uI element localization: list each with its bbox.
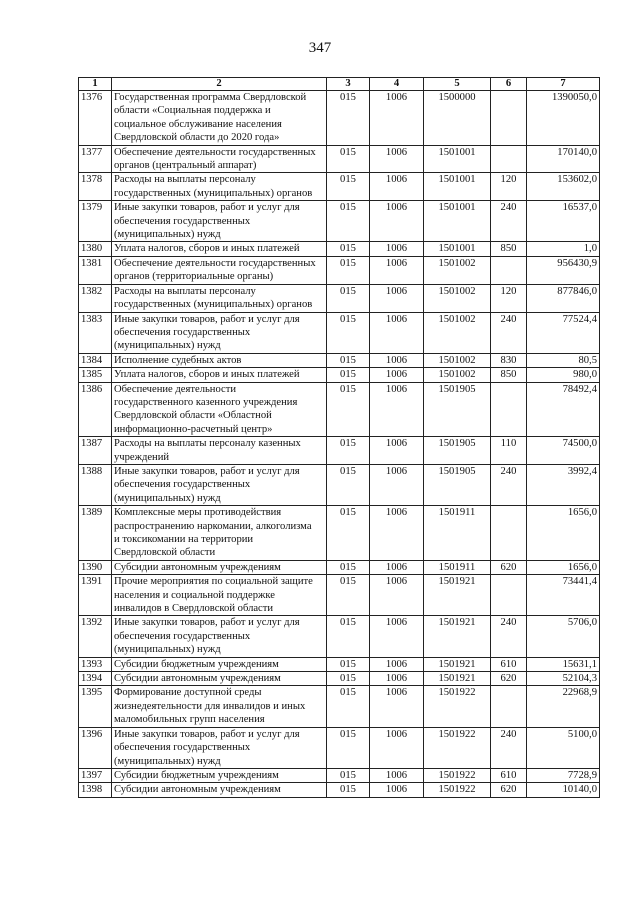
row-col5-cell: 1501002 (424, 256, 491, 284)
row-name-cell (112, 657, 327, 671)
row-col6-cell: 610 (491, 657, 527, 671)
row-name-line: государственного казенного учреждения (114, 396, 298, 408)
row-col6-cell: 610 (491, 768, 527, 782)
row-name-cell (112, 284, 327, 312)
row-col3-cell: 015 (327, 560, 370, 574)
row-name-line: и токсикомании на территории (114, 534, 254, 545)
row-amount-cell: 153602,0 (527, 173, 600, 201)
row-name-line: Иные закупки товаров, работ и услуг для (114, 617, 300, 629)
row-col3-cell: 015 (327, 173, 370, 201)
row-amount-cell: 80,5 (527, 353, 600, 367)
row-name-line: (муниципальных) нужд (114, 340, 221, 352)
table-row (79, 616, 600, 657)
row-name-cell (112, 506, 327, 561)
table-row (79, 312, 600, 353)
row-amount-cell: 170140,0 (527, 145, 600, 173)
table-row (79, 368, 600, 382)
row-name-cell (112, 201, 327, 242)
row-col5-cell: 1501001 (424, 173, 491, 201)
row-name-line: Расходы на выплаты персоналу (114, 174, 256, 186)
row-col4-cell: 1006 (370, 145, 424, 173)
row-amount-cell: 980,0 (527, 368, 600, 382)
row-col5-cell: 1501905 (424, 464, 491, 505)
row-name-line: государственных (муниципальных) органов (114, 299, 313, 311)
table-row (79, 242, 600, 256)
page-number: 347 (308, 40, 332, 56)
row-name-line: Расходы на выплаты персоналу казенных (114, 438, 301, 450)
row-name-cell (112, 783, 327, 797)
row-col3-cell: 015 (327, 312, 370, 353)
row-name-line: государственных (муниципальных) органов (114, 187, 313, 199)
row-col5-cell: 1501922 (424, 727, 491, 768)
table-row (79, 727, 600, 768)
row-col4-cell: 1006 (370, 91, 424, 146)
row-col5-cell: 1501911 (424, 560, 491, 574)
row-col3-cell: 015 (327, 437, 370, 465)
header-cell-3: 3 (327, 78, 370, 91)
row-col3-cell: 015 (327, 657, 370, 671)
row-amount-cell: 7728,9 (527, 768, 600, 782)
row-amount-cell: 22968,9 (527, 686, 600, 727)
row-number-cell: 1396 (79, 727, 112, 768)
row-name-line: жизнедеятельности для инвалидов и иных (114, 700, 306, 712)
row-col5-cell: 1501001 (424, 145, 491, 173)
row-col3-cell: 015 (327, 464, 370, 505)
row-number-cell: 1392 (79, 616, 112, 657)
row-amount-cell: 52104,3 (527, 672, 600, 686)
row-name-line: социальное обслуживание населения (114, 118, 282, 130)
row-number-cell: 1385 (79, 368, 112, 382)
row-col5-cell: 1501921 (424, 575, 491, 616)
row-col4-cell: 1006 (370, 201, 424, 242)
row-col4-cell: 1006 (370, 382, 424, 437)
row-amount-cell: 5100,0 (527, 727, 600, 768)
row-col6-cell (491, 145, 527, 173)
row-col3-cell: 015 (327, 284, 370, 312)
row-col3-cell: 015 (327, 201, 370, 242)
row-number-cell: 1397 (79, 768, 112, 782)
row-number-cell: 1387 (79, 437, 112, 465)
table-body (79, 91, 600, 798)
row-name-cell (112, 437, 327, 465)
row-amount-cell: 5706,0 (527, 616, 600, 657)
row-name-line: Субсидии автономным учреждениям (114, 784, 281, 796)
row-col6-cell (491, 575, 527, 616)
row-name-line: Субсидии бюджетным учреждениям (114, 658, 279, 670)
row-name-cell (112, 353, 327, 367)
row-number-cell: 1391 (79, 575, 112, 616)
row-col4-cell: 1006 (370, 368, 424, 382)
row-name-cell (112, 616, 327, 657)
row-name-line: области «Социальная поддержка и (114, 105, 271, 117)
row-col5-cell: 1501002 (424, 312, 491, 353)
row-name-cell (112, 575, 327, 616)
row-col3-cell: 015 (327, 783, 370, 797)
row-number-cell: 1379 (79, 201, 112, 242)
row-name-cell (112, 672, 327, 686)
row-number-cell: 1395 (79, 686, 112, 727)
table-row (79, 686, 600, 727)
row-name-line: Иные закупки товаров, работ и услуг для (114, 465, 300, 477)
row-col6-cell: 850 (491, 368, 527, 382)
row-name-cell (112, 368, 327, 382)
table-row (79, 284, 600, 312)
row-col6-cell: 620 (491, 783, 527, 797)
row-name-cell (112, 382, 327, 437)
table-row (79, 437, 600, 465)
row-name-line: Прочие мероприятия по социальной защите (114, 576, 313, 588)
row-name-cell (112, 464, 327, 505)
row-name-line: (муниципальных) нужд (114, 755, 221, 767)
header-cell-5: 5 (424, 78, 491, 91)
row-amount-cell: 78492,4 (527, 382, 600, 437)
row-name-cell (112, 173, 327, 201)
row-name-line: Формирование доступной среды (114, 687, 262, 699)
row-name-line: информационно-расчетный центр» (114, 423, 273, 435)
row-col3-cell: 015 (327, 616, 370, 657)
row-amount-cell: 1656,0 (527, 506, 600, 561)
row-col3-cell: 015 (327, 575, 370, 616)
row-name-line: Свердловской области до 2020 года» (114, 132, 280, 144)
row-name-line: Исполнение судебных актов (114, 354, 242, 366)
row-number-cell: 1380 (79, 242, 112, 256)
row-name-line: Расходы на выплаты персоналу (114, 285, 256, 297)
row-amount-cell: 16537,0 (527, 201, 600, 242)
row-name-line: Уплата налогов, сборов и иных платежей (114, 243, 300, 255)
row-amount-cell: 1656,0 (527, 560, 600, 574)
row-col5-cell: 1501911 (424, 506, 491, 561)
row-number-cell: 1376 (79, 91, 112, 146)
table-row (79, 575, 600, 616)
row-number-cell: 1378 (79, 173, 112, 201)
row-col5-cell: 1501905 (424, 382, 491, 437)
row-col3-cell: 015 (327, 506, 370, 561)
row-col4-cell: 1006 (370, 437, 424, 465)
row-col6-cell: 110 (491, 437, 527, 465)
row-name-line: органов (центральный аппарат) (114, 160, 257, 172)
row-col6-cell: 240 (491, 312, 527, 353)
row-name-line: Свердловской области «Областной (114, 410, 272, 422)
row-amount-cell: 73441,4 (527, 575, 600, 616)
table-row (79, 672, 600, 686)
row-col5-cell: 1501001 (424, 242, 491, 256)
row-name-line: обеспечения государственных (114, 742, 251, 754)
row-amount-cell: 74500,0 (527, 437, 600, 465)
row-col4-cell: 1006 (370, 616, 424, 657)
header-cell-4: 4 (370, 78, 424, 91)
row-name-cell (112, 256, 327, 284)
row-amount-cell: 1390050,0 (527, 91, 600, 146)
row-number-cell: 1377 (79, 145, 112, 173)
row-col4-cell: 1006 (370, 242, 424, 256)
row-name-line: Обеспечение деятельности (114, 383, 237, 395)
row-number-cell: 1388 (79, 464, 112, 505)
row-col3-cell: 015 (327, 768, 370, 782)
row-name-cell (112, 145, 327, 173)
row-name-line: Субсидии автономным учреждениям (114, 673, 281, 685)
row-col6-cell: 240 (491, 201, 527, 242)
row-col6-cell (491, 686, 527, 727)
row-amount-cell: 956430,9 (527, 256, 600, 284)
row-col4-cell: 1006 (370, 256, 424, 284)
row-col6-cell: 240 (491, 464, 527, 505)
row-name-line: обеспечения государственных (114, 630, 251, 642)
row-col3-cell: 015 (327, 145, 370, 173)
row-number-cell: 1398 (79, 783, 112, 797)
row-col5-cell: 1501002 (424, 368, 491, 382)
row-name-line: Комплексные меры противодействия (114, 507, 282, 519)
row-col6-cell: 120 (491, 284, 527, 312)
row-col5-cell: 1501002 (424, 353, 491, 367)
row-amount-cell: 877846,0 (527, 284, 600, 312)
table-row (79, 657, 600, 671)
row-col4-cell: 1006 (370, 312, 424, 353)
row-col4-cell: 1006 (370, 560, 424, 574)
row-col4-cell: 1006 (370, 464, 424, 505)
row-name-cell (112, 727, 327, 768)
row-col5-cell: 1501001 (424, 201, 491, 242)
row-col4-cell: 1006 (370, 173, 424, 201)
table-row (79, 145, 600, 173)
row-col4-cell: 1006 (370, 672, 424, 686)
table-row (79, 382, 600, 437)
row-number-cell: 1381 (79, 256, 112, 284)
row-name-line: (муниципальных) нужд (114, 492, 221, 504)
row-col4-cell: 1006 (370, 353, 424, 367)
row-col3-cell: 015 (327, 672, 370, 686)
row-name-line: (муниципальных) нужд (114, 229, 221, 241)
row-col3-cell: 015 (327, 91, 370, 146)
row-col5-cell: 1500000 (424, 91, 491, 146)
row-col4-cell: 1006 (370, 575, 424, 616)
row-number-cell: 1383 (79, 312, 112, 353)
table-row (79, 173, 600, 201)
table-row (79, 353, 600, 367)
row-col5-cell: 1501922 (424, 783, 491, 797)
table-row (79, 783, 600, 797)
row-name-line: Иные закупки товаров, работ и услуг для (114, 313, 300, 325)
table-row (79, 201, 600, 242)
row-col3-cell: 015 (327, 353, 370, 367)
row-name-line: обеспечения государственных (114, 479, 251, 491)
table-row (79, 256, 600, 284)
row-name-cell (112, 91, 327, 146)
row-col3-cell: 015 (327, 368, 370, 382)
header-cell-6: 6 (491, 78, 527, 91)
row-col4-cell: 1006 (370, 506, 424, 561)
row-number-cell: 1394 (79, 672, 112, 686)
row-name-cell (112, 312, 327, 353)
row-name-line: Свердловской области (114, 547, 216, 559)
row-number-cell: 1390 (79, 560, 112, 574)
row-col5-cell: 1501922 (424, 768, 491, 782)
row-name-line: обеспечения государственных (114, 215, 251, 227)
row-number-cell: 1389 (79, 506, 112, 561)
header-cell-1: 1 (79, 78, 112, 91)
table-row (79, 560, 600, 574)
row-col6-cell: 240 (491, 616, 527, 657)
table-row (79, 506, 600, 561)
row-col3-cell: 015 (327, 727, 370, 768)
row-col3-cell: 015 (327, 382, 370, 437)
row-col4-cell: 1006 (370, 284, 424, 312)
row-col4-cell: 1006 (370, 657, 424, 671)
row-name-line: Уплата налогов, сборов и иных платежей (114, 369, 300, 381)
row-col5-cell: 1501922 (424, 686, 491, 727)
table-row (79, 464, 600, 505)
row-name-line: инвалидов в Свердловской области (114, 603, 274, 615)
row-name-line: учреждений (114, 451, 170, 463)
row-name-cell (112, 686, 327, 727)
row-name-cell (112, 560, 327, 574)
header-cell-2: 2 (112, 78, 327, 91)
row-col4-cell: 1006 (370, 768, 424, 782)
row-name-line: населения и социальной поддержке (114, 589, 275, 601)
row-col5-cell: 1501921 (424, 657, 491, 671)
row-col6-cell: 620 (491, 560, 527, 574)
row-name-line: Обеспечение деятельности государственных (114, 146, 316, 158)
row-col6-cell: 240 (491, 727, 527, 768)
row-amount-cell: 1,0 (527, 242, 600, 256)
row-col3-cell: 015 (327, 686, 370, 727)
row-col6-cell (491, 256, 527, 284)
row-col6-cell: 830 (491, 353, 527, 367)
row-col5-cell: 1501921 (424, 672, 491, 686)
row-name-line: маломобильных групп населения (114, 714, 265, 726)
row-number-cell: 1393 (79, 657, 112, 671)
row-name-line: Иные закупки товаров, работ и услуг для (114, 728, 300, 740)
row-name-line: обеспечения государственных (114, 326, 251, 338)
row-amount-cell: 77524,4 (527, 312, 600, 353)
row-col4-cell: 1006 (370, 686, 424, 727)
header-row (79, 78, 600, 91)
row-name-line: Обеспечение деятельности государственных (114, 257, 316, 269)
table-row (79, 768, 600, 782)
row-name-line: органов (территориальные органы) (114, 271, 274, 283)
row-col6-cell: 620 (491, 672, 527, 686)
row-amount-cell: 15631,1 (527, 657, 600, 671)
row-number-cell: 1386 (79, 382, 112, 437)
row-col5-cell: 1501905 (424, 437, 491, 465)
row-col6-cell (491, 506, 527, 561)
row-col3-cell: 015 (327, 242, 370, 256)
row-name-line: Государственная программа Свердловской (114, 92, 307, 103)
header-cell-7: 7 (527, 78, 600, 91)
row-col3-cell: 015 (327, 256, 370, 284)
row-col6-cell (491, 91, 527, 146)
row-amount-cell: 3992,4 (527, 464, 600, 505)
row-name-line: Субсидии бюджетным учреждениям (114, 769, 279, 781)
row-number-cell: 1382 (79, 284, 112, 312)
row-col6-cell: 850 (491, 242, 527, 256)
table-row (79, 91, 600, 146)
row-col4-cell: 1006 (370, 783, 424, 797)
row-number-cell: 1384 (79, 353, 112, 367)
row-col6-cell (491, 382, 527, 437)
row-col4-cell: 1006 (370, 727, 424, 768)
row-name-line: Иные закупки товаров, работ и услуг для (114, 202, 300, 214)
budget-table (78, 77, 600, 798)
row-col5-cell: 1501002 (424, 284, 491, 312)
row-col6-cell: 120 (491, 173, 527, 201)
row-name-cell (112, 768, 327, 782)
row-name-line: распространению наркомании, алкоголизма (114, 520, 312, 532)
row-name-line: Субсидии автономным учреждениям (114, 561, 281, 573)
row-amount-cell: 10140,0 (527, 783, 600, 797)
row-col5-cell: 1501921 (424, 616, 491, 657)
row-name-line: (муниципальных) нужд (114, 644, 221, 656)
row-name-cell (112, 242, 327, 256)
